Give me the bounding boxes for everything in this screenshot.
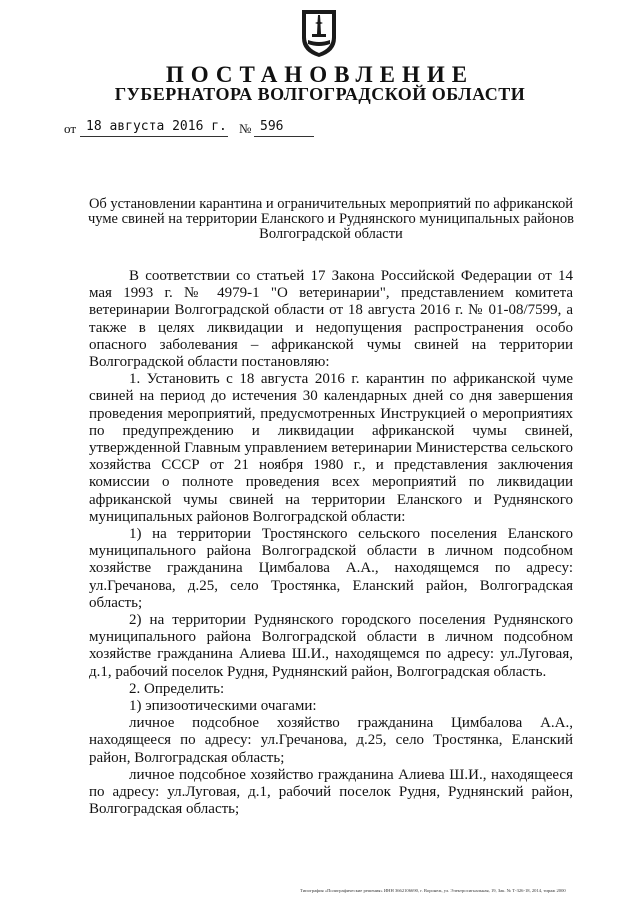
paragraph-item-1-1: 1) на территории Тростянского сельского поселения Еланского муниципального района Волгоградской области в личном подсобном хозяйстве гражданина Цимбалова А.А., находящемся по адресу: ул.Гречанова, д.25, село Тростянка, Еланский район, Волгоградская область; (89, 526, 573, 611)
paragraph-item-2-1: 1) эпизоотическими очагами: (129, 698, 317, 715)
paragraph-preamble: В соответствии со статьей 17 Закона Российской Федерации от 14 мая 1993 г. № 4979-1 "О ветеринарии", представлением комитета ветеринарии Волгоградской области от 18 августа 2016 г. № 01-08/7599, а также в целях ликвидации и недопущения распространения особо опасного заболевания – африканской чумы свиней на территории Волгоградской области постановляю: (89, 268, 573, 371)
document-subtitle: ГУБЕРНАТОРА ВОЛГОГРАДСКОЙ ОБЛАСТИ (114, 84, 526, 104)
document-date: 18 августа 2016 г. (86, 119, 227, 134)
document-title: ПОСТАНОВЛЕНИЕ (165, 62, 475, 87)
document-number: 596 (260, 119, 284, 134)
coat-of-arms-icon (300, 8, 338, 58)
number-underline (254, 136, 314, 137)
date-underline (80, 136, 228, 137)
printer-footer: Типография «Полиграфические решения» ИНН 3662106690, г. Воронеж, ул. Электросигнальная, 19, Зак. № Т-326-18, 2014, тираж 2000 (300, 888, 566, 893)
from-label: от (64, 121, 77, 136)
paragraph-focus-2: личное подсобное хозяйство гражданина Алиева Ш.И., находящееся по адресу: ул.Луговая, д.1, рабочий поселок Рудня, Руднянский район, Волгоградская область; (89, 766, 573, 818)
document-body (89, 268, 573, 819)
paragraph-focus-1: личное подсобное хозяйство гражданина Цимбалова А.А., находящееся по адресу: ул.Гречанова, д.25, село Тростянка, Еланский район, Волгоградская область; (89, 715, 573, 766)
paragraph-item-1-2: 2) на территории Руднянского городского поселения Руднянского муниципального района Волгоградской области в личном подсобном хозяйстве гражданина Алиева Ш.И., находящемся по адресу: ул.Луговая, д.1, рабочий поселок Рудня, Руднянский район, Волгоградская область. (89, 612, 573, 680)
paragraph-item-2: 2. Определить: (129, 680, 225, 697)
paragraph-item-1: 1. Установить с 18 августа 2016 г. карантин по африканской чуме свиней на период до истечения 30 календарных дней со дня завершения проведения мероприятий, предусмотренных Инструкцией о мероприятиях по предупреждению и ликвидации африканской чумы свиней, утвержденной Главным управлением ветеринарии Министерства сельского хозяйства СССР от 21 ноября 1980 г., и представления заключения комиссии о полноте проведения всех мероприятий по ликвидации африканской чумы свиней на территории Еланского и Руднянского муниципальных районов Волгоградской области: (89, 371, 573, 525)
document-heading: Об установлении карантина и ограничительных мероприятий по африканской чуме свиней на территории Еланского и Руднянского муниципальных районов Волгоградской области (88, 196, 574, 242)
number-label: № (239, 121, 252, 136)
